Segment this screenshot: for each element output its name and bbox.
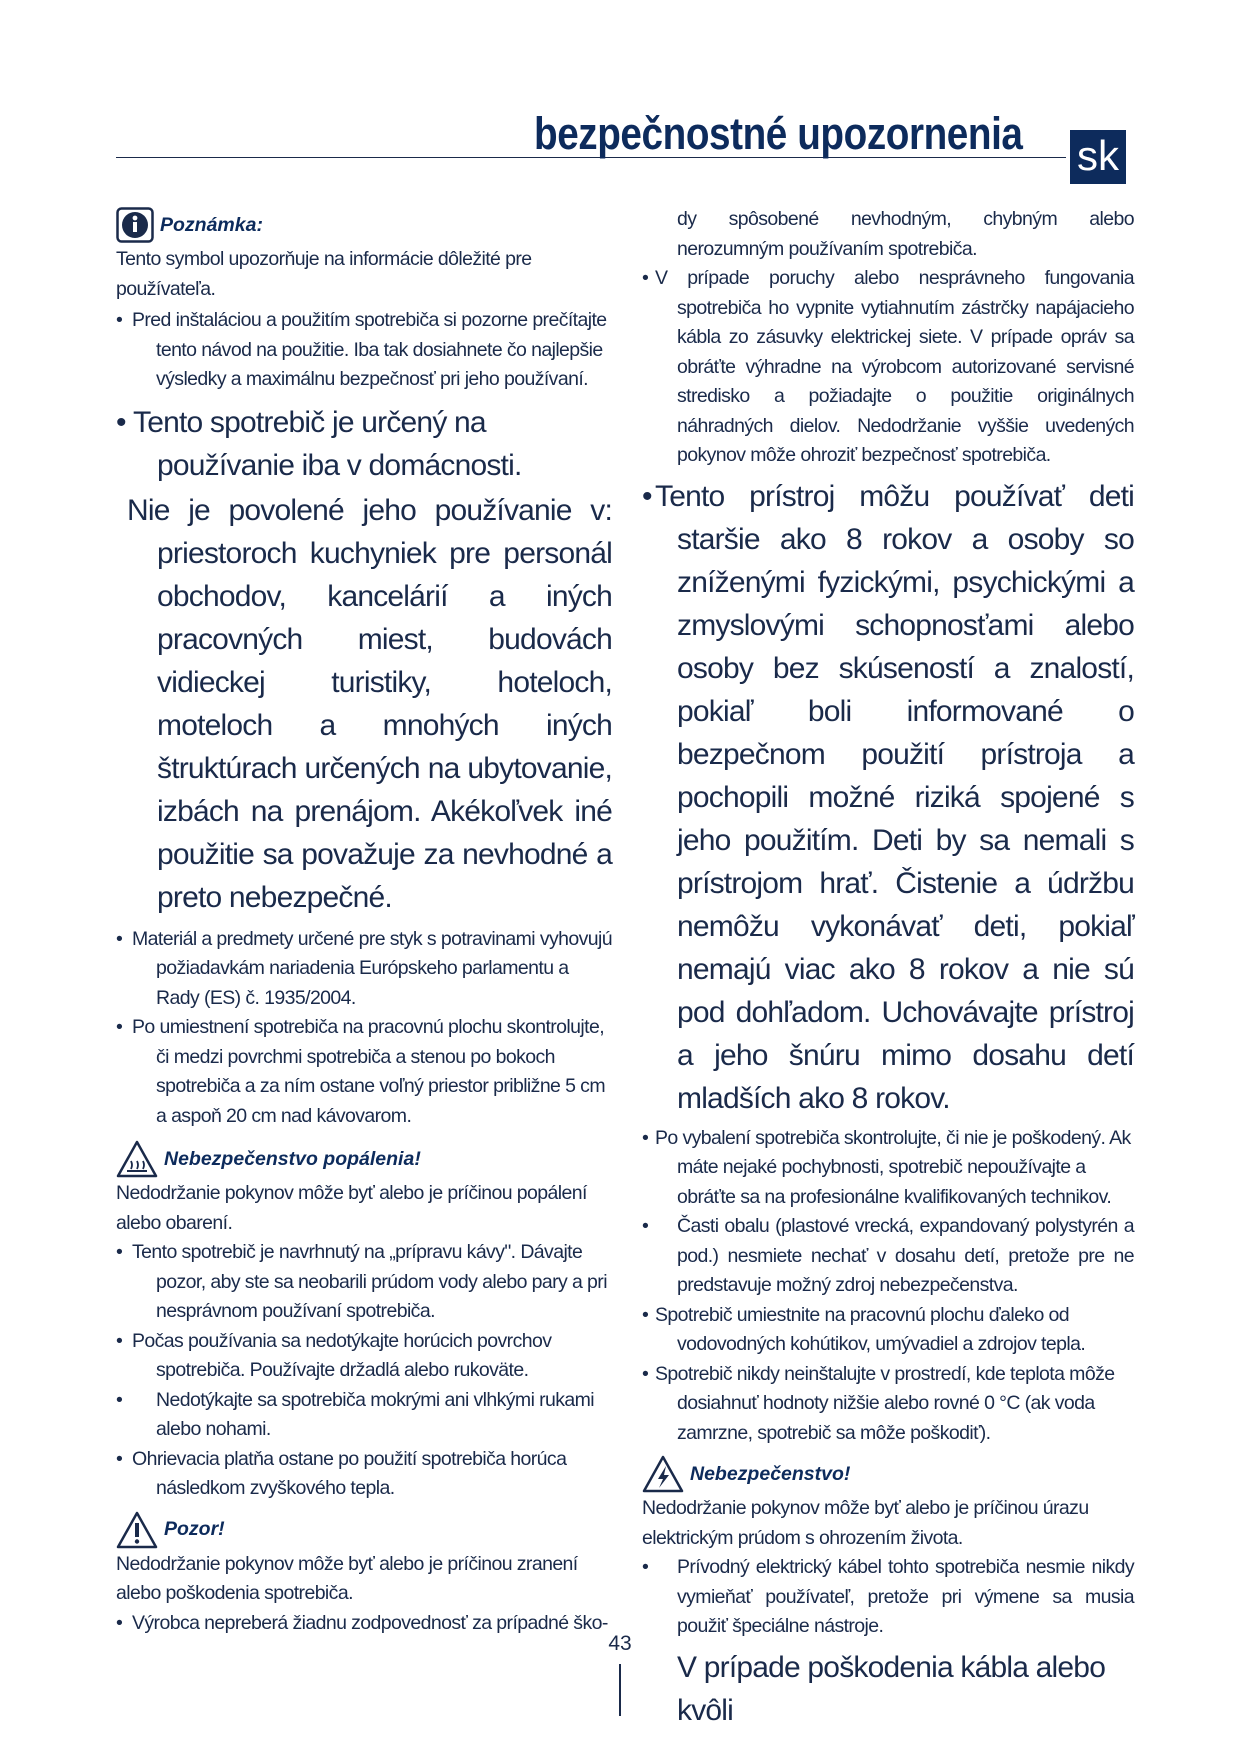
- usage-restriction-text: Nie je povolené jeho používanie v: priestoroch kuchyniek pre personál obchodov, kancelárií a iných pracovných miest, budovách vidieckej turistiky, hoteloch, moteloch a mnohých iných štruktúrach určených na ubytovanie, izbách na prenájom. Akékoľvek iné použitie sa považuje za nevhodné a preto nebezpečné.: [127, 493, 612, 914]
- list-item: [116, 1386, 612, 1445]
- list-item-text: • Prívodný elektrický kábel tohto spotrebiča nesmie nikdy vymieňať používateľ, pretože pri výmene sa musia použiť špeciálne nástroje.: [677, 1556, 1134, 1637]
- list-item: [642, 1212, 1134, 1301]
- language-badge: sk: [1070, 130, 1126, 184]
- list-item-text: • Pred inštaláciou a použitím spotrebiča si pozorne prečítajte tento návod na použitie. Iba tak dosiahnete čo najlepšie výsledky a maximálnu bezpečnosť pri jeho používaní.: [132, 309, 607, 390]
- list-item: [116, 1327, 612, 1386]
- left-column: [116, 205, 612, 1638]
- list-item: [642, 1301, 1134, 1360]
- caution-heading: [116, 1510, 612, 1550]
- list-item-text: • Nedotýkajte sa spotrebiča mokrými ani vlhkými rukami alebo nohami.: [156, 1388, 595, 1440]
- list-item: [116, 306, 612, 395]
- list-item: [642, 264, 1134, 471]
- note-text: Tento symbol upozorňuje na informácie dôležité pre používateľa.: [116, 248, 532, 300]
- page-title: bezpečnostné upozornenia: [534, 108, 1023, 159]
- list-item: [642, 475, 1134, 1120]
- list-item-text: • V prípade poruchy alebo nesprávneho fungovania spotrebiča ho vypnite vytiahnutím zástrčky napájacieho kábla zo zásuvky elektrickej siete. V prípade opráv sa obráťte výhradne na výrobcom autorizované servisné stredisko a požiadajte o použitie originálnych náhradných dielov. Nedodržanie vyššie uvedených pokynov môže ohroziť bezpečnosť spotrebiča.: [655, 267, 1134, 466]
- list-item-text: • Po vybalení spotrebiča skontrolujte, či nie je poškodený. Ak máte nejaké pochybnosti, spotrebič nepoužívajte a obráťte sa na profesionálne kvalifikovaných technikov.: [655, 1126, 1131, 1208]
- list-item-text: • Časti obalu (plastové vrecká, expandovaný polystyrén a pod.) nesmiete nechať v dosahu detí, pretože pre ne predstavuje možný zdroj nebezpečenstva.: [677, 1215, 1134, 1296]
- burn-warning-label: Nebezpečenstvo popálenia!: [164, 1147, 421, 1170]
- list-item-text: • Ohrievacia platňa ostane po použití spotrebiča horúca následkom zvyškového tepla.: [132, 1447, 567, 1499]
- list-item-text: • Po umiestnení spotrebiča na pracovnú plochu skontrolujte, či medzi povrchmi spotrebiča a stenou po bokoch spotrebiča a za ním ostane voľný priestor približne 5 cm a aspoň 20 cm nad kávovarom.: [132, 1016, 605, 1127]
- list-item-text: • Výrobca nepreberá žiadnu zodpovednosť za prípadné ško-: [132, 1611, 608, 1634]
- continued-text: dy spôsobené nevhodným, chybným alebo nerozumným používaním spotrebiča.: [677, 208, 1134, 260]
- list-item: [116, 1445, 612, 1504]
- electric-shock-icon: [642, 1455, 684, 1493]
- cable-damage-paragraph: V prípade poškodenia kábla alebo kvôli: [677, 1650, 1106, 1727]
- electric-danger-label: Nebezpečenstvo!: [690, 1462, 851, 1485]
- electric-danger-text: Nedodržanie pokynov môže byť alebo je príčinou úrazu elektrickým prúdom s ohrozením života.: [642, 1497, 1089, 1549]
- burn-warning-heading: [116, 1139, 612, 1179]
- list-item-text: • Počas používania sa nedotýkajte horúcich povrchov spotrebiča. Používajte držadlá alebo rukoväte.: [132, 1329, 552, 1381]
- list-item: [642, 1553, 1134, 1642]
- list-item-text: • Tento prístroj môžu používať deti staršie ako 8 rokov a osoby so zníženými fyzickými, psychickými a zmyslovými schopnosťami alebo osoby bez skúseností a znalostí, pokiaľ boli informované o bezpečnom použití prístroja a pochopili možné riziká spojené s jeho použitím. Deti by sa nemali s prístrojom hrať. Čistenie a údržbu nemôžu vykonávať deti, pokiaľ nemajú viac ako 8 rokov a nie sú pod dohľadom. Uchovávajte prístroj a jeho šnúru mimo dosahu detí mladších ako 8 rokov.: [655, 479, 1134, 1115]
- info-icon: [116, 207, 154, 243]
- caution-text: Nedodržanie pokynov môže byť alebo je príčinou zranení alebo poškodenia spotrebiča.: [116, 1552, 578, 1604]
- note-heading: [116, 205, 612, 245]
- caution-icon: [116, 1511, 158, 1549]
- list-item: [116, 925, 612, 1014]
- note-label: Poznámka:: [160, 213, 263, 236]
- hot-surface-warning-icon: [116, 1140, 158, 1178]
- caution-label: Pozor!: [164, 1518, 225, 1540]
- list-item-text: • Materiál a predmety určené pre styk s potravinami vyhovujú požiadavkám nariadenia Európskeho parlamentu a Rady (ES) č. 1935/2004.: [132, 927, 613, 1009]
- list-item: [116, 1609, 612, 1639]
- list-item: [116, 401, 612, 487]
- list-item-text: • Tento spotrebič je určený na používanie iba v domácnosti.: [133, 405, 522, 482]
- burn-warning-text: Nedodržanie pokynov môže byť alebo je príčinou popálení alebo obarení.: [116, 1182, 587, 1234]
- electric-danger-heading: [642, 1454, 1134, 1494]
- usage-restriction-paragraph: [116, 489, 612, 919]
- right-column: [642, 205, 1134, 1732]
- list-item-text: • Spotrebič umiestnite na pracovnú plochu ďaleko od vodovodných kohútikov, umývadiel a zdrojov tepla.: [655, 1303, 1086, 1355]
- list-item-text: • Spotrebič nikdy neinštalujte v prostredí, kde teplota môže dosiahnuť hodnoty nižšie alebo rovné 0 °C (ak voda zamrzne, spotrebič sa môže poškodiť).: [655, 1362, 1115, 1444]
- list-item: [116, 1238, 612, 1327]
- page-number: 43: [608, 1632, 632, 1655]
- list-item: [642, 1124, 1134, 1213]
- list-item: [642, 1360, 1134, 1449]
- list-item-text: • Tento spotrebič je navrhnutý na „prípravu kávy". Dávajte pozor, aby ste sa neobarili prúdom vody alebo pary a pri nesprávnom používaní spotrebiča.: [132, 1241, 607, 1322]
- list-item: [116, 1013, 612, 1131]
- page-number-rule: [619, 1664, 621, 1716]
